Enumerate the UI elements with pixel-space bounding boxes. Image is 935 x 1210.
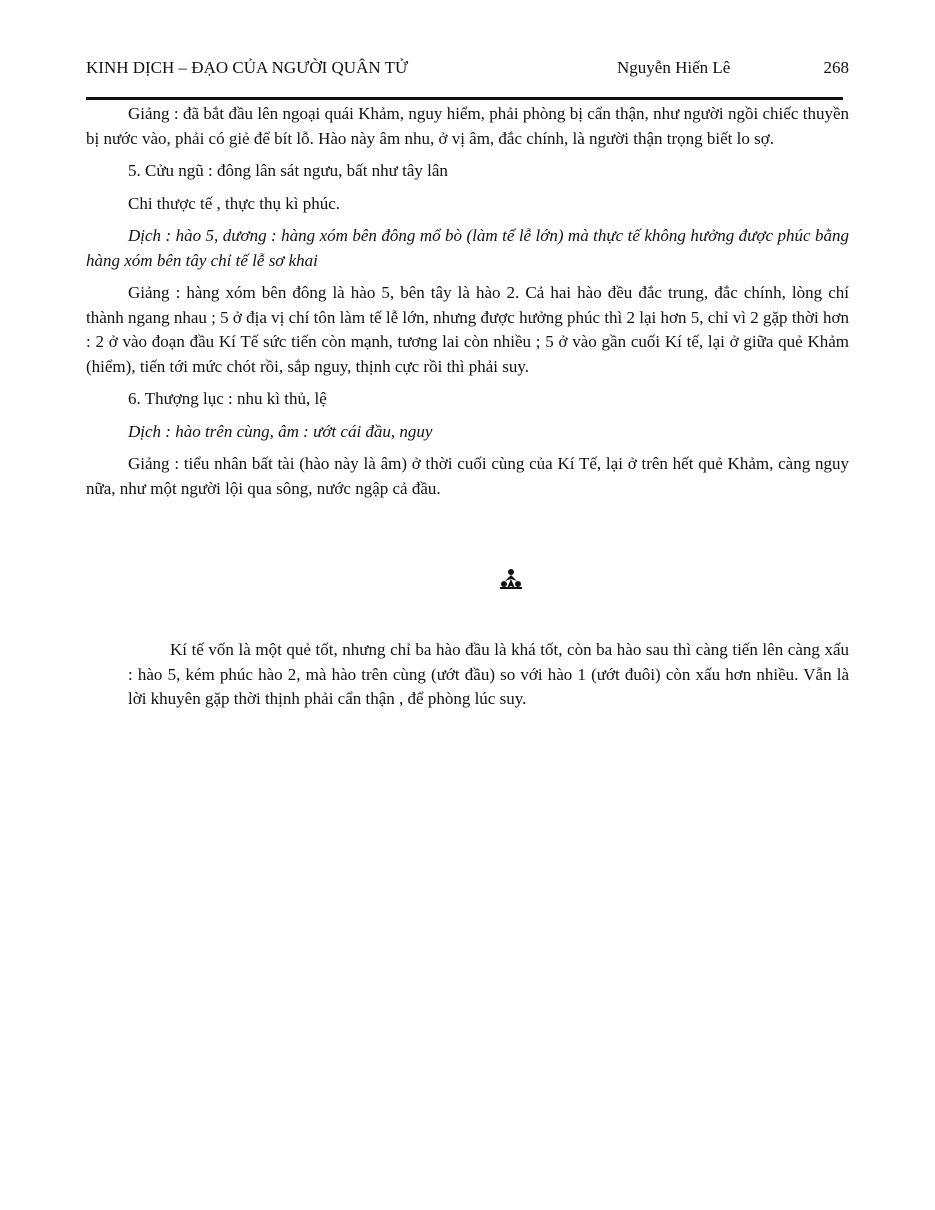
main-text: [86, 102, 849, 509]
paragraph-hao-6-heading: 6. Thượng lục : nhu kì thủ, lệ: [128, 389, 327, 408]
author-name: Nguyễn Hiến Lê: [617, 58, 731, 77]
paragraph-giang-5: Giảng : hàng xóm bên đông là hào 5, bên tây là hào 2. Cả hai hào đều đắc trung, đắc chính, lòng chí thành ngang nhau ; 5 ở địa vị chí tôn làm tế lễ lớn, nhưng được hưởng phúc thì 2 lại hơn 5, chỉ vì 2 gặp thời hơn : 2 ở vào đoạn đầu Kí Tế sức tiến còn mạnh, tương lai còn nhiều ; 5 ở vào gần cuối Kí tế, lại ở giữa quẻ Khảm (hiểm), tiến tới mức chót rồi, sắp nguy, thịnh cực rồi thì phải suy.: [86, 283, 849, 376]
header-rule: [86, 97, 843, 100]
closing-text: [128, 638, 849, 712]
closing-paragraph: Kí tế vốn là một quẻ tốt, nhưng chỉ ba hào đầu là khá tốt, còn ba hào sau thì càng tiến lên càng xấu : hào 5, kém phúc hào 2, mà hào trên cùng (ướt đầu) so với hào 1 (ướt đuôi) còn xấu hơn nhiều. Vẫn là lời khuyên gặp thời thịnh phải cẩn thận , để phòng lúc suy.: [128, 640, 849, 708]
page-header: [86, 56, 849, 80]
paragraph-dich-6: Dịch : hào trên cùng, âm : ướt cái đầu, nguy: [128, 421, 433, 441]
paragraph-giang-6: Giảng : tiểu nhân bất tài (hào này là âm) ở thời cuối cùng của Kí Tế, lại ở trên hết quẻ Khảm, càng nguy nữa, như một người lội qua sông, nước ngập cả đầu.: [86, 454, 849, 498]
paragraph-hao-5-heading: 5. Cửu ngũ : đông lân sát ngưu, bất như tây lân: [128, 161, 448, 180]
paragraph-dich-5: Dịch : hào 5, dương : hàng xóm bên đông mổ bò (làm tế lễ lớn) mà thực tế không hưởng được phúc bằng hàng xóm bên tây chỉ tế lễ sơ khai: [86, 226, 849, 270]
paragraph-giang-4: Giảng : đã bắt đầu lên ngoại quái Khảm, nguy hiểm, phải phòng bị cẩn thận, như người ngồi chiếc thuyền bị nước vào, phải có giẻ để bít lỗ. Hào này âm nhu, ở vị âm, đắc chính, là người thận trọng biết lo sợ.: [86, 104, 849, 148]
book-title: KINH DỊCH – ĐẠO CỦA NGƯỜI QUÂN TỬ: [86, 58, 409, 77]
page-number: 268: [823, 58, 849, 77]
fleuron-icon: [498, 568, 524, 590]
paragraph-hao-5-text: Chi thược tế , thực thụ kì phúc.: [128, 193, 341, 213]
